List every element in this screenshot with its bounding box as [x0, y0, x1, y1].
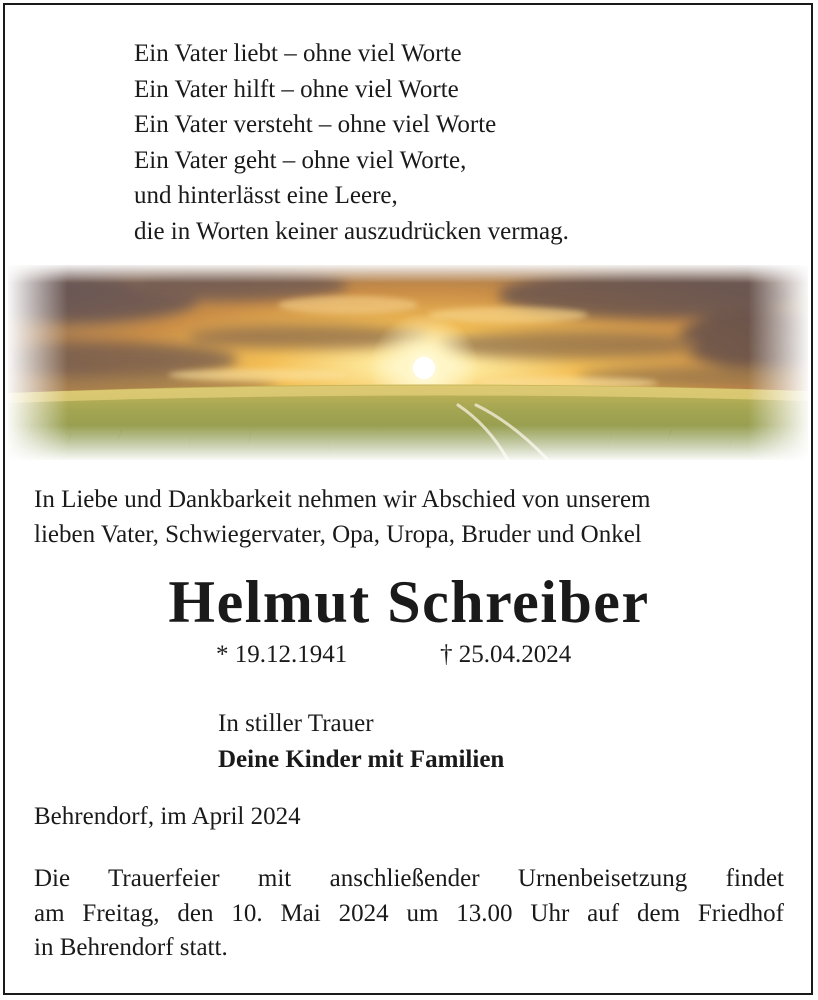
intro-text: [34, 482, 651, 552]
funeral-service-info: [34, 862, 784, 966]
intro-line: In Liebe und Dankbarkeit nehmen wir Abschied von unserem: [34, 486, 651, 513]
mourners-block: [218, 706, 504, 778]
deceased-name: Helmut Schreiber: [168, 569, 650, 635]
poem-line: Ein Vater liebt – ohne viel Worte: [134, 40, 462, 67]
poem-line: Ein Vater hilft – ohne viel Worte: [134, 75, 459, 103]
service-line: Die Trauerfeier mit anschließender Urnenbeisetzung findet: [34, 865, 784, 892]
death-date: † 25.04.2024: [440, 641, 572, 668]
poem: [134, 36, 569, 249]
mourners-names: Deine Kinder mit Familien: [218, 746, 505, 773]
place-date: Behrendorf, im April 2024: [34, 803, 301, 830]
sunset-field-photo: [8, 265, 808, 460]
service-line: am Freitag, den 10. Mai 2024 um 13.00 Uhr auf dem Friedhof: [34, 899, 784, 927]
poem-line: Ein Vater geht – ohne viel Worte,: [134, 146, 467, 174]
birth-date: * 19.12.1941: [216, 641, 348, 668]
mourners-heading: In stiller Trauer: [218, 710, 374, 737]
intro-line: lieben Vater, Schwiegervater, Opa, Uropa, Bruder und Onkel: [34, 521, 642, 548]
poem-line: und hinterlässt eine Leere,: [134, 182, 398, 209]
poem-line: Ein Vater versteht – ohne viel Worte: [134, 111, 497, 138]
service-line: in Behrendorf statt.: [34, 934, 228, 961]
poem-line: die in Worten keiner auszudrücken vermag.: [134, 217, 569, 245]
